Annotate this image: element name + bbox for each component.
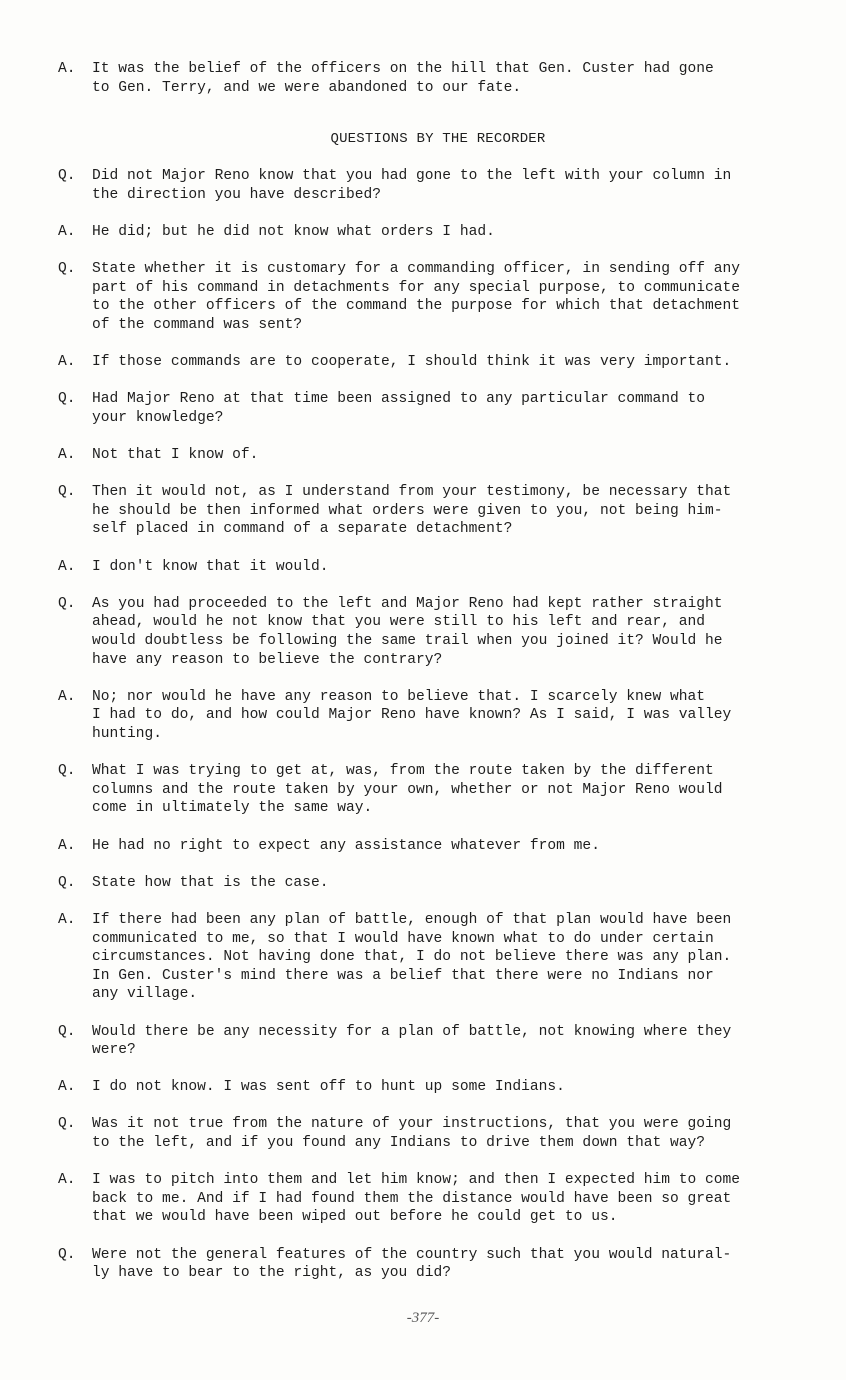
entry-text: He did; but he did not know what orders I had. <box>92 223 495 240</box>
entry-text: I was to pitch into them and let him know; and then I expected him to come back to me. And if I had found them the distance would have been so great that we would have been wiped out before he could get to us. <box>92 1172 741 1226</box>
answer-entry <box>58 837 788 856</box>
entry-text: Was it not true from the nature of your instructions, that you were going to the left, and if you found any Indians to drive them down that way? <box>92 1116 732 1152</box>
entry-text: No; nor would he have any reason to believe that. I scarcely knew what I had to do, and how could Major Reno have known? As I said, I was valley hunting. <box>92 688 732 742</box>
question-entry <box>58 390 788 427</box>
entry-text: State whether it is customary for a commanding officer, in sending off any part of his command in detachments for any special purpose, to communicate to the other officers of the command the purpose for which that detachment of the command was sent? <box>92 261 741 333</box>
speaker-label: Q. <box>58 874 76 891</box>
entry-text: It was the belief of the officers on the hill that Gen. Custer had gone to Gen. Terry, and we were abandoned to our fate. <box>92 61 714 96</box>
answer-entry <box>58 558 788 577</box>
speaker-label: A. <box>58 911 76 928</box>
entry-text: Then it would not, as I understand from your testimony, be necessary that he should be then informed what orders were given to you, not being him- self placed in command of a separate detachment? <box>92 484 732 538</box>
speaker-label: Q. <box>58 595 76 612</box>
speaker-label: A. <box>58 354 76 371</box>
entry-text: Would there be any necessity for a plan of battle, not knowing where they were? <box>92 1023 732 1059</box>
speaker-label: Q. <box>58 763 76 780</box>
answer-entry <box>58 223 788 242</box>
speaker-label: A. <box>58 447 76 464</box>
page-number: -377- <box>406 1310 440 1326</box>
entry-text: I do not know. I was sent off to hunt up some Indians. <box>92 1079 565 1096</box>
transcript-page <box>58 60 788 1301</box>
speaker-label: Q. <box>58 261 76 278</box>
question-entry <box>58 1023 788 1060</box>
speaker-label: A. <box>58 558 76 575</box>
entry-text: I don't know that it would. <box>92 558 329 575</box>
question-entry <box>58 483 788 539</box>
speaker-label: A. <box>58 61 76 77</box>
qa-list <box>58 167 788 1283</box>
speaker-label: Q. <box>58 1023 76 1040</box>
answer-entry <box>58 1078 788 1097</box>
speaker-label: Q. <box>58 391 76 408</box>
speaker-label: Q. <box>58 484 76 501</box>
speaker-label: A. <box>58 1172 76 1189</box>
speaker-label: A. <box>58 1079 76 1096</box>
entry-text: Had Major Reno at that time been assigned to any particular command to your knowledge? <box>92 391 706 426</box>
speaker-label: A. <box>58 223 76 240</box>
answer-entry <box>58 688 788 744</box>
question-entry <box>58 1246 788 1283</box>
speaker-label: Q. <box>58 1246 76 1263</box>
answer-entry <box>58 60 788 97</box>
question-entry <box>58 762 788 818</box>
entry-text: Did not Major Reno know that you had gone to the left with your column in the direction you have described? <box>92 168 732 203</box>
answer-entry <box>58 353 788 372</box>
speaker-label: Q. <box>58 1116 76 1133</box>
entry-text: If there had been any plan of battle, enough of that plan would have been communicated to me, so that I would have known what to do under certain circumstances. Not having done that, I do not believe there was any plan. In Gen. Custer's mind there was a belief that there were no Indians nor any village. <box>92 911 732 1003</box>
entry-text: Not that I know of. <box>92 447 259 464</box>
entry-text: As you had proceeded to the left and Major Reno had kept rather straight ahead, would he not know that you were still to his left and rear, and would doubtless be following the same trail when you joined it? Would he have any reason to believe the contrary? <box>92 595 723 668</box>
entry-text: What I was trying to get at, was, from the route taken by the different columns and the route taken by your own, whether or not Major Reno would come in ultimately the same way. <box>92 763 723 817</box>
question-entry <box>58 1115 788 1152</box>
speaker-label: Q. <box>58 168 76 185</box>
speaker-label: A. <box>58 837 76 854</box>
entry-text: If those commands are to cooperate, I should think it was very important. <box>92 354 732 371</box>
speaker-label: A. <box>58 688 76 705</box>
entry-text: State how that is the case. <box>92 874 329 891</box>
entry-text: He had no right to expect any assistance whatever from me. <box>92 837 600 854</box>
answer-entry <box>58 1171 788 1227</box>
question-entry <box>58 167 788 204</box>
entry-text: Were not the general features of the country such that you would natural- ly have to bear to the right, as you did? <box>92 1246 732 1282</box>
answer-entry <box>58 446 788 465</box>
answer-entry <box>58 911 788 1004</box>
question-entry <box>58 595 788 669</box>
question-entry <box>58 874 788 893</box>
section-heading: QUESTIONS BY THE RECORDER <box>330 131 546 148</box>
question-entry <box>58 260 788 334</box>
